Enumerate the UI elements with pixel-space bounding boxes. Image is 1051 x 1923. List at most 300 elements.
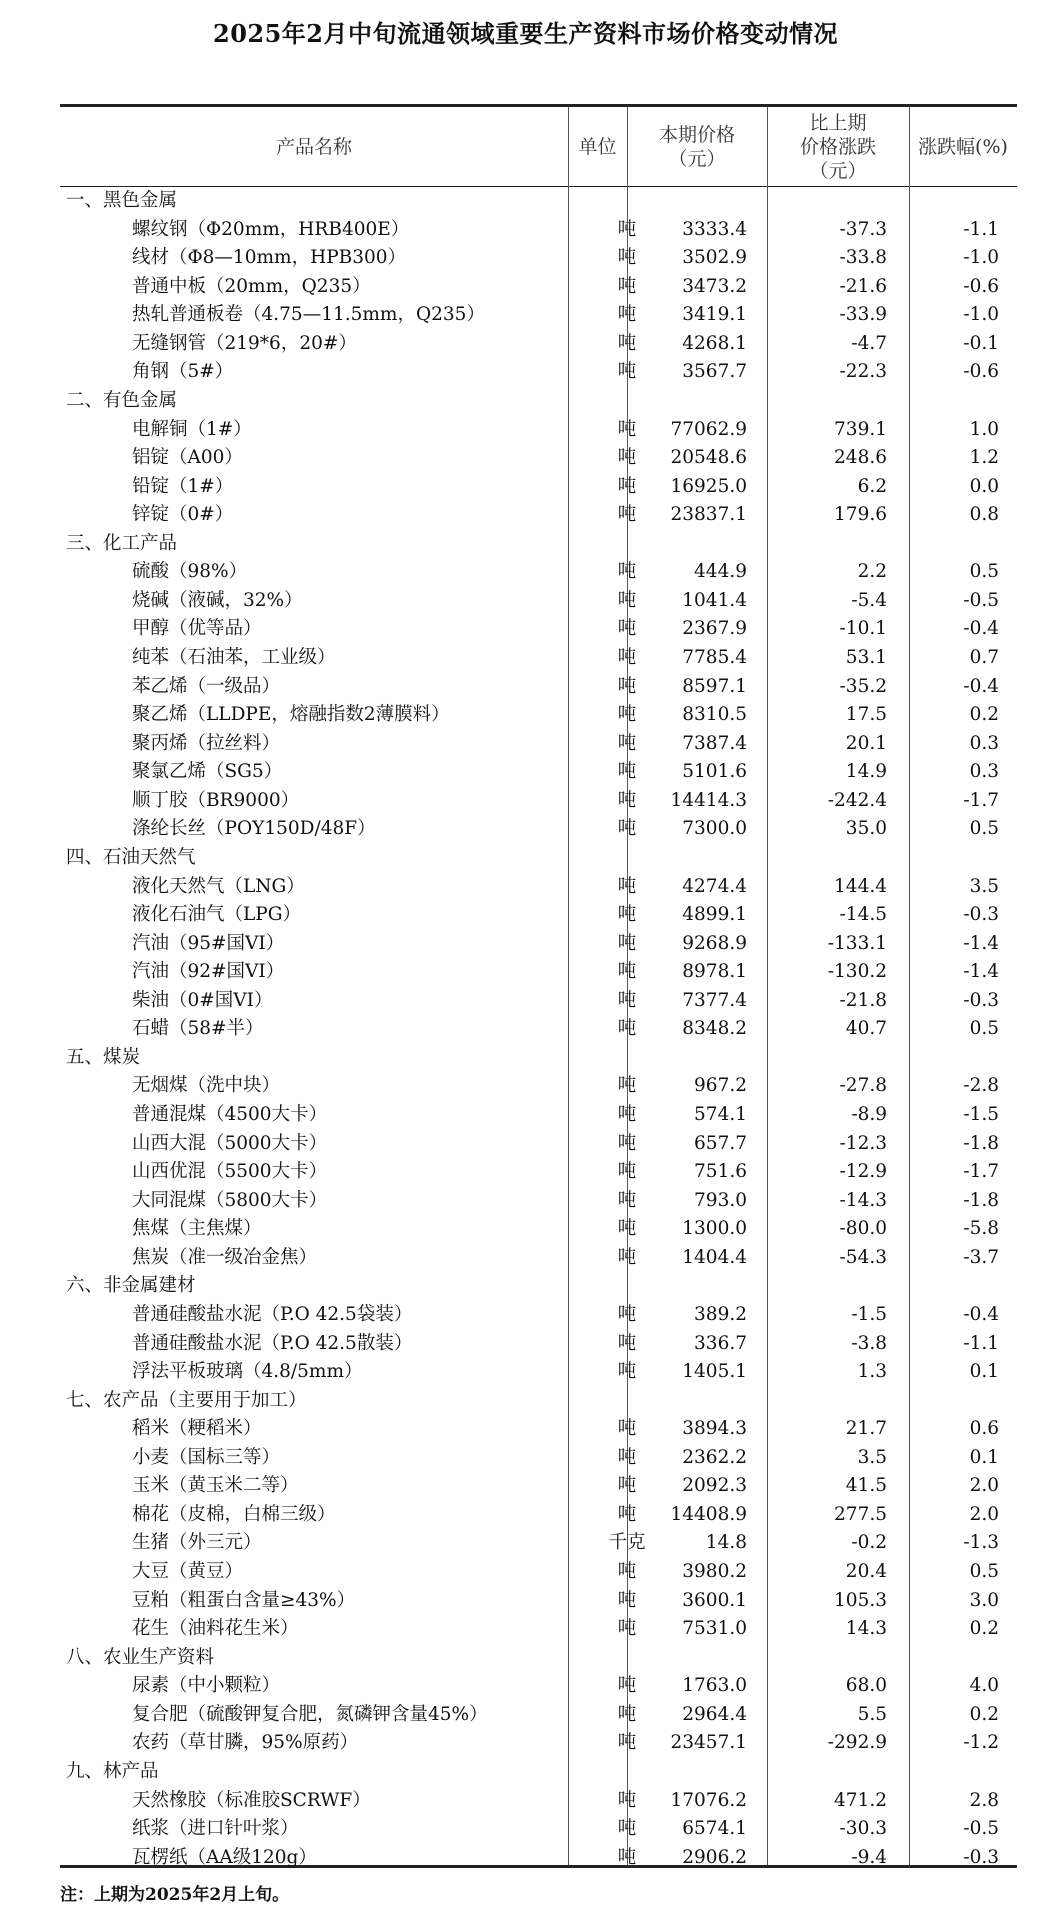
page-title: 2025年2月中旬流通领域重要生产资料市场价格变动情况 [213,19,838,48]
price-cell: 16925.0 [670,475,747,497]
header-pct-label: 涨跌幅(%) [918,135,1008,158]
unit-cell: 吨 [617,961,637,983]
price-cell: 23837.1 [670,504,747,526]
product-name: 石蜡（58#半） [132,1018,264,1040]
table-row [60,1444,1017,1473]
unit-cell: 吨 [617,447,637,469]
pct-cell: 0.5 [969,818,999,840]
table-row [60,1815,1017,1844]
product-name: 小麦（国标三等） [132,1446,281,1468]
table-row [60,1701,1017,1730]
price-table-body [60,187,1017,1872]
pct-cell: 2.0 [969,1503,999,1525]
price-cell: 77062.9 [670,418,747,440]
price-cell: 2367.9 [682,618,747,640]
change-cell: -37.3 [839,218,887,240]
product-name: 棉花（皮棉，白棉三级） [132,1503,336,1525]
table-row [60,1615,1017,1644]
price-cell: 2362.2 [682,1446,747,1468]
table-row [60,901,1017,930]
product-name: 山西大混（5000大卡） [132,1132,328,1154]
change-cell: 471.2 [834,1789,887,1811]
unit-cell: 吨 [617,1818,637,1840]
change-cell: -1.5 [851,1303,887,1325]
table-row [60,444,1017,473]
pct-cell: 4.0 [969,1675,999,1697]
pct-cell: -0.1 [963,332,999,354]
table-row [60,1130,1017,1159]
change-cell: -14.3 [839,1189,887,1211]
change-cell: -30.3 [839,1818,887,1840]
header-unit [568,107,627,186]
price-cell: 2906.2 [682,1846,747,1868]
pct-cell: 0.2 [969,1703,999,1725]
price-cell: 2964.4 [682,1703,747,1725]
category-row [60,387,1017,416]
category-row [60,1644,1017,1673]
pct-cell: -0.4 [963,618,999,640]
header-change [767,107,909,186]
price-cell: 444.9 [694,561,747,583]
table-row [60,301,1017,330]
product-name: 普通硅酸盐水泥（P.O 42.5袋装） [132,1303,413,1325]
header-pct [909,107,1017,186]
price-cell: 8978.1 [682,961,747,983]
pct-cell: -0.4 [963,1303,999,1325]
category-name: 六、非金属建材 [66,1275,196,1297]
unit-cell: 吨 [617,304,637,326]
pct-cell: -1.2 [963,1732,999,1754]
product-name: 角钢（5#） [132,361,234,383]
price-cell: 3333.4 [682,218,747,240]
price-cell: 4274.4 [682,875,747,897]
unit-cell: 吨 [617,1218,637,1240]
price-cell: 7785.4 [682,647,747,668]
price-cell: 6574.1 [682,1818,747,1840]
table-row [60,358,1017,387]
pct-cell: 0.8 [969,504,999,526]
category-name: 五、煤炭 [66,1046,141,1068]
header-price [627,107,767,186]
pct-cell: 0.0 [969,475,999,497]
change-cell: -21.6 [839,275,887,297]
header-price-line1: 本期价格 [658,123,735,146]
table-row [60,330,1017,359]
unit-cell: 吨 [617,1503,637,1525]
unit-cell: 吨 [617,789,637,811]
change-cell: -10.1 [839,618,887,640]
change-cell: 35.0 [845,818,887,840]
change-cell: -3.8 [851,1332,887,1354]
price-cell: 1405.1 [682,1361,747,1383]
change-cell: -12.3 [839,1132,887,1154]
pct-cell: 2.8 [969,1789,999,1811]
pct-cell: 0.5 [969,1561,999,1582]
pct-cell: 0.6 [969,1418,999,1440]
change-cell: 2.2 [857,561,887,583]
table-row [60,1587,1017,1616]
product-name: 烧碱（液碱，32%） [132,589,303,611]
change-cell: -33.9 [839,304,887,326]
price-cell: 336.7 [694,1332,747,1354]
price-cell: 7300.0 [682,818,747,840]
unit-cell: 吨 [617,332,637,354]
table-row [60,1787,1017,1816]
table-row [60,558,1017,587]
change-cell: -5.4 [851,589,887,611]
change-cell: -12.9 [839,1161,887,1183]
product-name: 大豆（黄豆） [132,1561,244,1582]
unit-cell: 吨 [617,1189,637,1211]
table-row [60,1215,1017,1244]
change-cell: 20.1 [845,732,887,754]
pct-cell: -1.7 [963,1161,999,1183]
unit-cell: 吨 [617,418,637,440]
change-cell: -21.8 [839,989,887,1011]
price-cell: 4268.1 [682,332,747,354]
pct-cell: 3.0 [969,1589,999,1611]
change-cell: -35.2 [839,675,887,697]
change-cell: 14.3 [845,1618,887,1640]
price-cell: 3567.7 [682,361,747,383]
table-row [60,244,1017,273]
product-name: 豆粕（粗蛋白含量≥43%） [132,1589,356,1611]
price-cell: 967.2 [694,1075,747,1097]
pct-cell: -0.3 [963,989,999,1011]
change-cell: 1.3 [857,1361,887,1383]
change-cell: 277.5 [834,1503,887,1525]
pct-cell: -1.1 [963,1332,999,1354]
price-cell: 14414.3 [670,789,747,811]
pct-cell: 3.5 [969,875,999,897]
price-cell: 1041.4 [682,589,747,611]
table-row [60,1330,1017,1359]
pct-cell: 0.2 [969,704,999,726]
unit-cell: 吨 [617,1703,637,1725]
pct-cell: -1.0 [963,247,999,269]
unit-cell: 吨 [617,1075,637,1097]
pct-cell: 0.5 [969,1018,999,1040]
change-cell: -14.5 [839,904,887,926]
change-cell: 41.5 [845,1475,887,1497]
product-name: 农药（草甘膦，95%原药） [132,1732,359,1754]
product-name: 汽油（92#国VI） [132,961,285,983]
category-name: 四、石油天然气 [66,846,196,868]
unit-cell: 吨 [617,504,637,526]
change-cell: -22.3 [839,361,887,383]
product-name: 复合肥（硫酸钾复合肥，氮磷钾含量45%） [132,1703,488,1725]
product-name: 汽油（95#国VI） [132,932,285,954]
pct-cell: -0.6 [963,275,999,297]
table-row [60,1101,1017,1130]
table-row [60,673,1017,702]
change-cell: -4.7 [851,332,887,354]
pct-cell: 2.0 [969,1475,999,1497]
pct-cell: -1.8 [963,1189,999,1211]
price-cell: 2092.3 [682,1475,747,1497]
change-cell: 6.2 [857,475,887,497]
product-name: 大同混煤（5800大卡） [132,1189,328,1211]
unit-cell: 吨 [617,1018,637,1040]
price-cell: 3502.9 [682,247,747,269]
product-name: 浮法平板玻璃（4.8/5mm） [132,1361,363,1383]
price-cell: 23457.1 [670,1732,747,1754]
product-name: 聚丙烯（拉丝料） [132,732,281,754]
change-cell: -292.9 [827,1732,887,1754]
unit-cell: 吨 [617,1303,637,1325]
change-cell: -0.2 [851,1532,887,1554]
pct-cell: -0.3 [963,1846,999,1868]
price-cell: 7531.0 [682,1618,747,1640]
product-name: 铝锭（A00） [132,447,243,469]
change-cell: 3.5 [857,1446,887,1468]
header-price-line2: （元） [668,147,726,170]
unit-cell: 吨 [617,1846,637,1868]
price-cell: 751.6 [694,1161,747,1183]
product-name: 聚氯乙烯（SG5） [132,761,283,783]
price-cell: 14.8 [705,1532,747,1554]
unit-cell: 吨 [617,875,637,897]
price-cell: 7387.4 [682,732,747,754]
table-row [60,1187,1017,1216]
pct-cell: -1.1 [963,218,999,240]
unit-cell: 吨 [617,647,637,668]
change-cell: 5.5 [857,1703,887,1725]
change-cell: 179.6 [834,504,887,526]
pct-cell: -0.3 [963,904,999,926]
table-row [60,1844,1017,1873]
product-name: 玉米（黄玉米二等） [132,1475,299,1497]
category-row [60,1758,1017,1787]
product-name: 热轧普通板卷（4.75—11.5mm，Q235） [132,304,485,326]
price-cell: 17076.2 [670,1789,747,1811]
product-name: 普通硅酸盐水泥（P.O 42.5散装） [132,1332,413,1354]
pct-cell: 0.7 [969,647,999,668]
unit-cell: 吨 [617,1246,637,1268]
unit-cell: 吨 [617,1132,637,1154]
unit-cell: 吨 [617,761,637,783]
unit-cell: 吨 [617,361,637,383]
table-row [60,1072,1017,1101]
table-row [60,1415,1017,1444]
product-name: 铅锭（1#） [132,475,234,497]
change-cell: 105.3 [834,1589,887,1611]
unit-cell: 吨 [617,1161,637,1183]
price-cell: 1300.0 [682,1218,747,1240]
pct-cell: -3.7 [963,1246,999,1268]
unit-cell: 吨 [617,475,637,497]
product-name: 纯苯（石油苯，工业级） [132,647,336,668]
change-cell: 144.4 [834,875,887,897]
table-row [60,1244,1017,1273]
product-name: 锌锭（0#） [132,504,234,526]
product-name: 稻米（粳稻米） [132,1418,262,1440]
category-name: 二、有色金属 [66,389,178,411]
table-row [60,1472,1017,1501]
price-cell: 1763.0 [682,1675,747,1697]
product-name: 瓦楞纸（AA级120g） [132,1846,317,1868]
product-name: 电解铜（1#） [132,418,252,440]
table-row [60,730,1017,759]
change-cell: 53.1 [845,647,887,668]
unit-cell: 吨 [617,1732,637,1754]
unit-cell: 吨 [617,818,637,840]
pct-cell: -1.8 [963,1132,999,1154]
change-cell: -133.1 [827,932,887,954]
table-row [60,644,1017,673]
unit-cell: 吨 [617,1675,637,1697]
category-row [60,844,1017,873]
pct-cell: 0.1 [969,1361,999,1383]
product-name: 无烟煤（洗中块） [132,1075,281,1097]
product-name: 硫酸（98%） [132,561,248,583]
product-name: 焦煤（主焦煤） [132,1218,262,1240]
table-row [60,273,1017,302]
change-cell: 14.9 [845,761,887,783]
unit-cell: 吨 [617,1618,637,1640]
unit-cell: 吨 [617,1104,637,1125]
unit-cell: 吨 [617,932,637,954]
price-cell: 8597.1 [682,675,747,697]
product-name: 花生（油料花生米） [132,1618,299,1640]
change-cell: 40.7 [845,1018,887,1040]
unit-cell: 吨 [617,618,637,640]
table-row [60,930,1017,959]
table-row [60,1558,1017,1587]
price-cell: 3980.2 [682,1561,747,1582]
header-unit-label: 单位 [578,135,617,158]
table-row [60,758,1017,787]
table-row [60,987,1017,1016]
header-change-line3: （元） [809,159,867,182]
change-cell: 68.0 [845,1675,887,1697]
change-cell: 17.5 [845,704,887,726]
price-cell: 3419.1 [682,304,747,326]
product-name: 山西优混（5500大卡） [132,1161,328,1183]
pct-cell: 0.5 [969,561,999,583]
change-cell: -130.2 [827,961,887,983]
unit-cell: 吨 [617,1332,637,1354]
pct-cell: 1.2 [969,447,999,469]
change-cell: -27.8 [839,1075,887,1097]
table-row [60,473,1017,502]
table-row [60,501,1017,530]
pct-cell: 0.2 [969,1618,999,1640]
unit-cell: 吨 [617,704,637,726]
table-row [60,587,1017,616]
table-row [60,1301,1017,1330]
unit-cell: 吨 [617,1589,637,1611]
category-name: 七、农产品（主要用于加工） [66,1389,307,1411]
pct-cell: -1.7 [963,789,999,811]
price-cell: 3473.2 [682,275,747,297]
change-cell: -242.4 [827,789,887,811]
price-cell: 3894.3 [682,1418,747,1440]
table-row [60,701,1017,730]
unit-cell: 吨 [617,1361,637,1383]
price-cell: 657.7 [694,1132,747,1154]
table-row [60,1158,1017,1187]
price-cell: 9268.9 [682,932,747,954]
table-row [60,1358,1017,1387]
price-cell: 14408.9 [670,1503,747,1525]
product-name: 苯乙烯（一级品） [132,675,281,697]
pct-cell: 1.0 [969,418,999,440]
unit-cell: 吨 [617,247,637,269]
price-cell: 7377.4 [682,989,747,1011]
product-name: 无缝钢管（219*6，20#） [132,332,357,354]
table-row [60,787,1017,816]
price-cell: 8310.5 [682,704,747,726]
change-cell: 739.1 [834,418,887,440]
price-cell: 793.0 [694,1189,747,1211]
product-name: 涤纶长丝（POY150D/48F） [132,818,376,840]
unit-cell: 吨 [617,732,637,754]
change-cell: 20.4 [845,1561,887,1582]
category-row [60,187,1017,216]
unit-cell: 吨 [617,589,637,611]
unit-cell: 吨 [617,904,637,926]
product-name: 纸浆（进口针叶浆） [132,1818,299,1840]
product-name: 焦炭（准一级冶金焦） [132,1246,318,1268]
unit-cell: 吨 [617,1475,637,1497]
change-cell: -33.8 [839,247,887,269]
category-row [60,1044,1017,1073]
pct-cell: -2.8 [963,1075,999,1097]
unit-cell: 吨 [617,1446,637,1468]
pct-cell: -0.6 [963,361,999,383]
unit-cell: 千克 [608,1532,646,1554]
change-cell: -80.0 [839,1218,887,1240]
product-name: 聚乙烯（LLDPE，熔融指数2薄膜料） [132,704,450,726]
header-change-line1: 比上期 [809,111,867,134]
pct-cell: -0.5 [963,589,999,611]
price-cell: 3600.1 [682,1589,747,1611]
unit-cell: 吨 [617,275,637,297]
product-name: 柴油（0#国VI） [132,989,273,1011]
unit-cell: 吨 [617,1561,637,1582]
change-cell: 21.7 [845,1418,887,1440]
unit-cell: 吨 [617,989,637,1011]
unit-cell: 吨 [617,1418,637,1440]
table-row [60,1015,1017,1044]
category-row [60,530,1017,559]
unit-cell: 吨 [617,1789,637,1811]
header-product-name-label: 产品名称 [275,135,352,158]
product-name: 甲醇（优等品） [132,618,262,640]
pct-cell: -1.0 [963,304,999,326]
pct-cell: -1.5 [963,1104,999,1125]
footnote: 注：上期为2025年2月上旬。 [60,1885,290,1905]
pct-cell: -1.4 [963,932,999,954]
table-row [60,815,1017,844]
change-cell: -8.9 [851,1104,887,1125]
category-row [60,1387,1017,1416]
change-cell: -54.3 [839,1246,887,1268]
price-cell: 389.2 [694,1303,747,1325]
product-name: 液化石油气（LPG） [132,904,302,926]
table-row [60,1529,1017,1558]
table-row [60,1501,1017,1530]
unit-cell: 吨 [617,561,637,583]
table-row [60,416,1017,445]
category-name: 八、农业生产资料 [66,1646,215,1668]
table-row [60,1729,1017,1758]
product-name: 顺丁胶（BR9000） [132,789,300,811]
price-cell: 4899.1 [682,904,747,926]
table-row [60,216,1017,245]
pct-cell: -0.5 [963,1818,999,1840]
